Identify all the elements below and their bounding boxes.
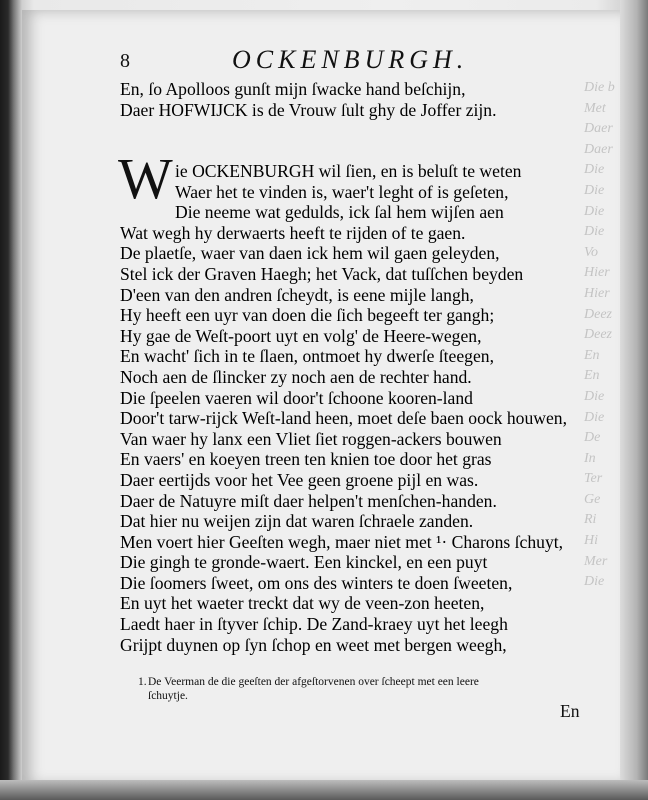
show-through-line: Daer	[584, 141, 613, 157]
show-through-line: Die	[584, 203, 605, 219]
footnote	[138, 675, 479, 703]
show-through-line: Ri	[584, 512, 597, 528]
poem-line: En uyt het waeter treckt dat wy de veen-zon heeten,	[120, 593, 485, 614]
page-bottom-edge	[0, 780, 648, 800]
poem-line: Die ſoomers ſweet, om ons des winters te doen ſweeten,	[120, 572, 513, 593]
show-through-line: Hi	[584, 533, 598, 549]
show-through-line: En	[584, 347, 600, 363]
poem-line: Grijpt duynen op ſyn ſchop en weet met bergen weegh,	[120, 634, 507, 655]
footnote-line: De Veerman de die geeſten der afgeſtorvenen over ſcheept met een leere	[148, 676, 479, 688]
poem-line: Stel ick der Graven Haegh; het Vack, dat tuſſchen beyden	[120, 263, 524, 284]
poem-line: En vaers' en koeyen treen ten knien toe door het gras	[120, 449, 492, 470]
show-through-line: Die	[584, 162, 605, 178]
poem-line: Wat wegh hy derwaerts heeft te rijden of te gaen.	[120, 222, 466, 243]
poem-line: Die neeme wat gedulds, ick ſal hem wijſen aen	[175, 202, 504, 223]
show-through-line: Die	[584, 224, 605, 240]
poem-line: Daer eertijds voor het Vee geen groene pijl en was.	[120, 469, 479, 490]
poem-line: Laedt haer in ſtyver ſchip. De Zand-kraey uyt het leegh	[120, 614, 508, 635]
show-through-line: Hier	[584, 265, 610, 281]
poem-line: Door't tarw-rijck Weſt-land heen, moet deſe baen oock houwen,	[120, 408, 567, 429]
show-through-line: Ge	[584, 491, 601, 507]
show-through-line: De	[584, 430, 601, 446]
poem-line: Dat hier nu weijen zijn dat waren ſchraele zanden.	[120, 511, 474, 532]
footnote-line: ſchuytje.	[148, 690, 188, 702]
footnote-marker: 1.	[138, 676, 147, 688]
show-through-line: Die	[584, 409, 605, 425]
show-through-line: Met	[584, 100, 606, 116]
running-head: OCKENBURGH.	[232, 45, 469, 74]
poem-line: ie OCKENBURGH wil ſien, en is beluſt te weten	[175, 161, 522, 181]
poem-body	[120, 161, 567, 655]
show-through-line: Vo	[584, 244, 598, 260]
show-through-line: Die	[584, 182, 605, 198]
show-through-line: Ter	[584, 471, 603, 487]
show-through-line: Die	[584, 388, 605, 404]
show-through-line: En	[584, 368, 600, 384]
show-through-line: In	[584, 450, 596, 466]
poem-line: Die ſpeelen vaeren wil door't ſchoone kooren-land	[120, 387, 473, 408]
show-through-line: Daer	[584, 121, 613, 137]
poem-line: Men voert hier Geeſten wegh, maer niet met ¹· Charons ſchuyt,	[120, 531, 564, 552]
poem-line: D'een van den andren ſcheydt, is eene mijle langh,	[120, 284, 474, 305]
poem-line: Van waer hy lanx een Vliet ſiet roggen-ackers bouwen	[120, 428, 502, 449]
poem-line: Die gingh te gronde-waert. Een kinckel, en een puyt	[120, 552, 488, 573]
poem-line: Daer HOFWIJCK is de Vrouw ſult ghy de Joffer zijn.	[120, 99, 497, 120]
catchword: En	[560, 701, 580, 721]
poem-line: Hy heeft een uyr van doen die ſich begeeft ter gangh;	[120, 305, 495, 326]
poem-line: En wacht' ſich in te ſlaen, ontmoet hy dwerſe ſteegen,	[120, 346, 494, 367]
poem-line: Daer de Natuyre miſt daer helpen't menſchen-handen.	[120, 490, 497, 511]
show-through-line: Die b	[584, 80, 615, 95]
poem-line: Hy gae de Weſt-poort uyt en volg' de Heere-wegen,	[120, 325, 482, 346]
show-through-line: Die	[584, 574, 605, 590]
show-through-line: Deez	[584, 306, 612, 322]
show-through-text	[584, 78, 648, 593]
drop-cap-initial: W	[118, 146, 173, 211]
show-through-line: Deez	[584, 327, 612, 343]
poem-line: Noch aen de ſlincker zy noch aen de rechter hand.	[120, 366, 472, 387]
poem-line: Waer het te vinden is, waer't leght of is geſeten,	[175, 181, 509, 202]
opening-couplet	[120, 79, 497, 120]
show-through-line: Mer	[584, 553, 608, 569]
page-number: 8	[120, 50, 130, 72]
show-through-line: Hier	[584, 285, 610, 301]
poem-line: De plaetſe, waer van daen ick hem wil gaen geleyden,	[120, 243, 500, 264]
poem-line: En, ſo Apolloos gunſt mijn ſwacke hand beſchijn,	[120, 79, 466, 99]
